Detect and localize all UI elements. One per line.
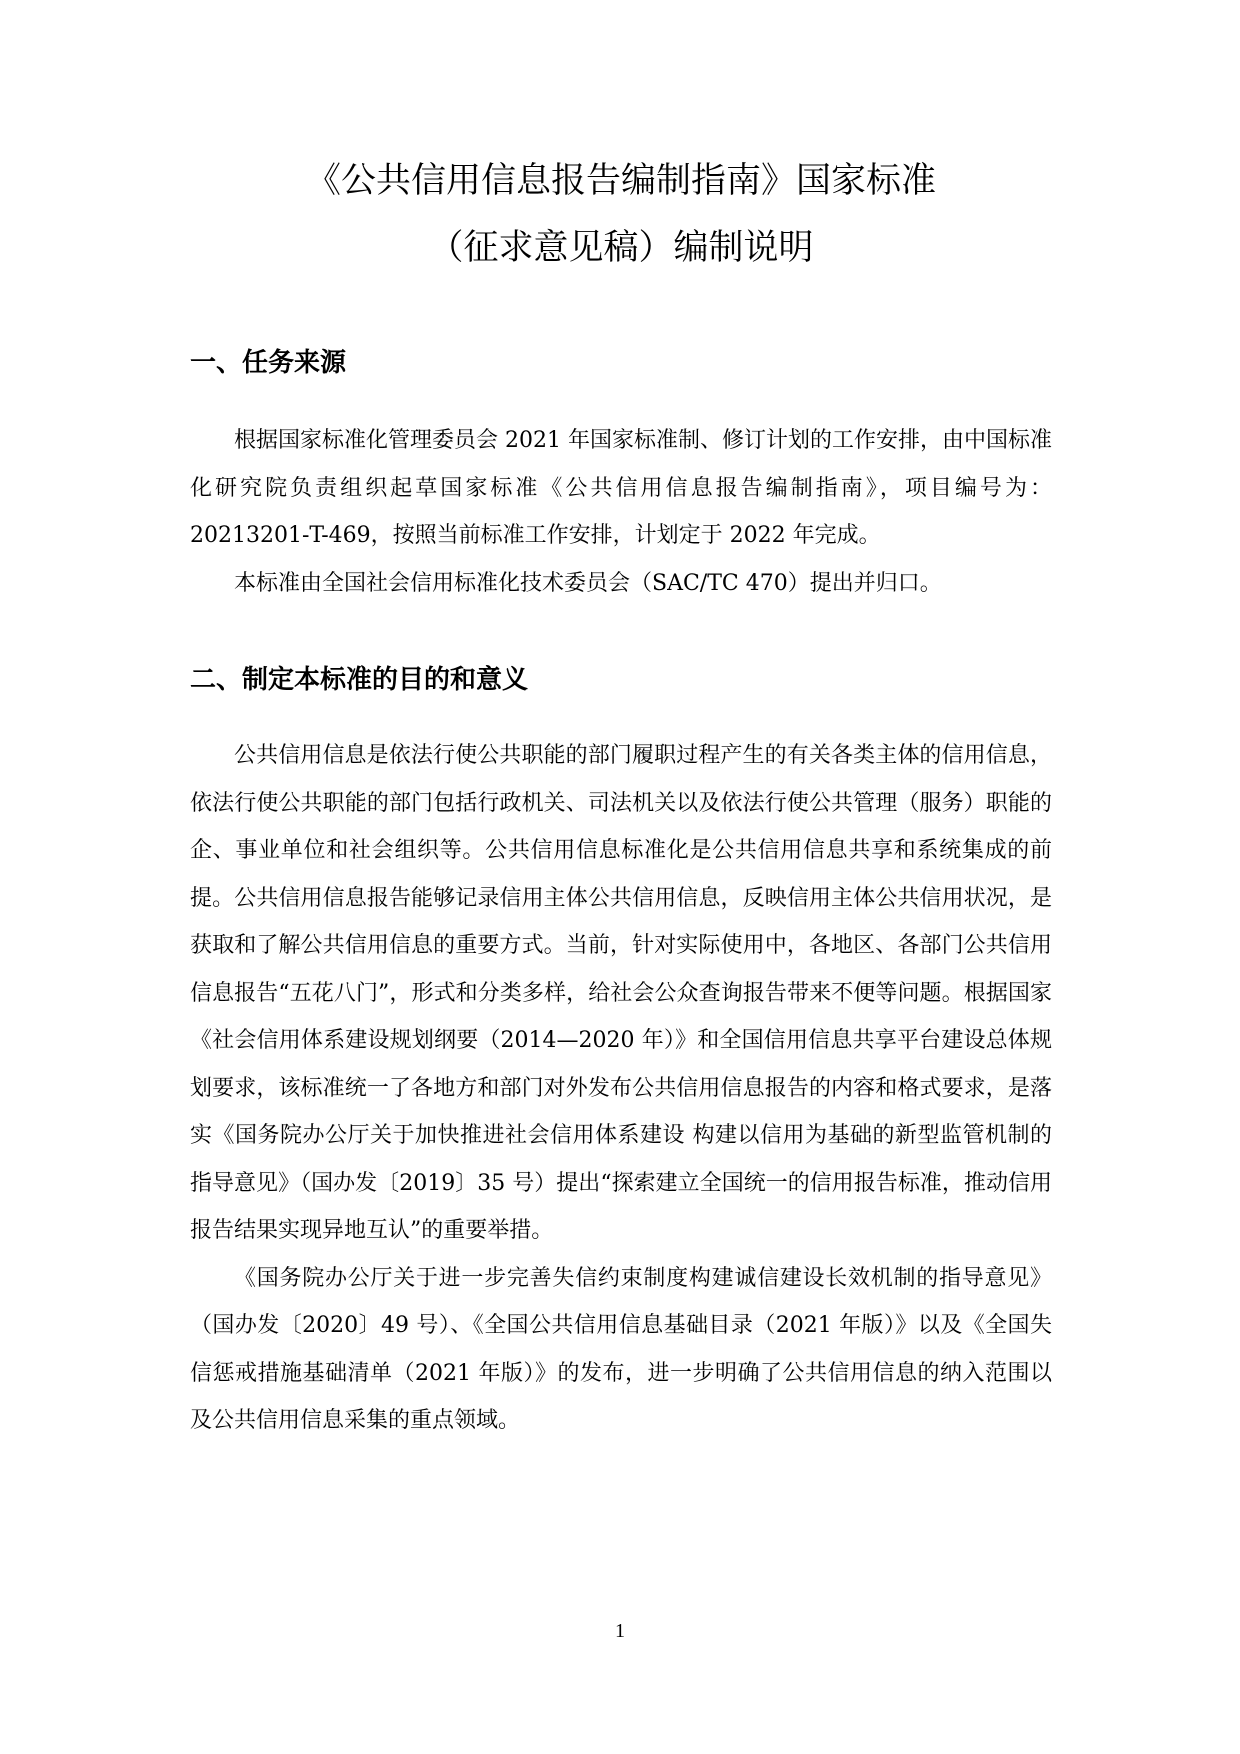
paragraph: 公共信用信息是依法行使公共职能的部门履职过程产生的有关各类主体的信用信息，依法行使公共职能的部门包括行政机关、司法机关以及依法行使公共管理（服务）职能的企、事业单位和社会组织等。公共信用信息标准化是公共信用信息共享和系统集成的前提。公共信用信息报告能够记录信用主体公共信用信息，反映信用主体公共信用状况，是获取和了解公共信用信息的重要方式。当前，针对实际使用中，各地区、各部门公共信用信息报告“五花八门”，形式和分类多样，给社会公众查询报告带来不便等问题。根据国家《社会信用体系建设规划纲要（2014—2020 年）》和全国信用信息共享平台建设总体规划要求，该标准统一了各地方和部门对外发布公共信用信息报告的内容和格式要求，是落实《国务院办公厅关于加快推进社会信用体系建设 构建以信用为基础的新型监管机制的指导意见》（国办发〔2019〕35 号）提出“探索建立全国统一的信用报告标准，推动信用报告结果实现异地互认”的重要举措。	[190, 743, 1052, 1243]
section-heading: 一、任务来源	[190, 348, 347, 378]
paragraph: 本标准由全国社会信用标准化技术委员会（SAC/TC 470）提出并归口。	[234, 570, 942, 596]
document-title-line-1: 《公共信用信息报告编制指南》国家标准	[305, 161, 936, 201]
section-heading: 二、制定本标准的目的和意义	[190, 665, 529, 695]
paragraph: 《国务院办公厅关于进一步完善失信约束制度构建诚信建设长效机制的指导意见》（国办发〔2020〕49 号）、《全国公共信用信息基础目录（2021 年版）》以及《全国失信惩戒措施基础清单（2021 年版）》的发布，进一步明确了公共信用信息的纳入范围以及公共信用信息采集的重点领域。	[190, 1265, 1052, 1433]
document-page	[190, 148, 1052, 1445]
section-task-source	[190, 342, 1052, 607]
document-title-line-2: （征求意见稿）编制说明	[428, 228, 814, 268]
paragraph: 根据国家标准化管理委员会 2021 年国家标准制、修订计划的工作安排，由中国标准化研究院负责组织起草国家标准《公共信用信息报告编制指南》，项目编号为：20213201-T-469，按照当前标准工作安排，计划定于 2022 年完成。	[190, 428, 1052, 548]
section-purpose-significance	[190, 659, 1052, 1445]
page-number: 1	[615, 1620, 625, 1642]
document-title	[190, 148, 1052, 282]
